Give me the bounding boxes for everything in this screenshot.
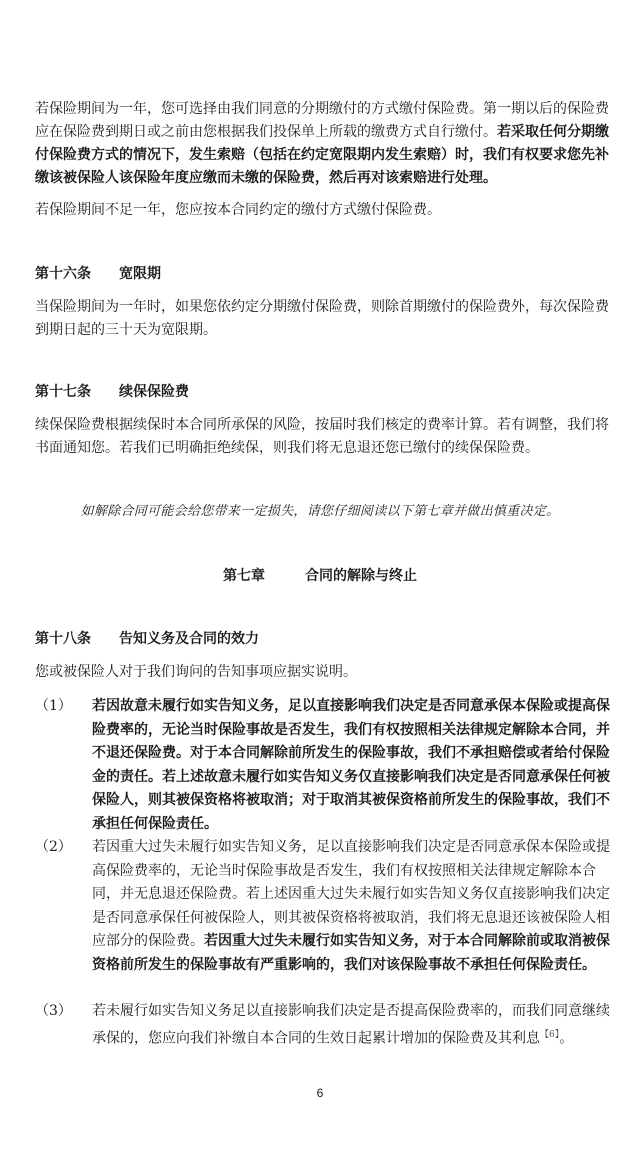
article-16-title: 宽限期 [119,266,161,282]
item-3-text-end: 。 [559,1030,574,1047]
article-18-number: 第十八条 [35,631,91,647]
item-3-text [92,1000,615,1051]
item-2-number: （2） [35,839,72,855]
item-1-text: 若因故意未履行如实告知义务，足以直接影响我们决定是否同意承保本保险或提高保险费率的，无论当时保险事故是否发生，我们有权按照相关法律规定解除本合同，并不退还保险费。对于本合同解除前所发生的保险事故，我们不承担赔偿或者给付保险金的责任。若上述故意未履行如实告知义务仅直接影响我们决定是否同意承保任何被保险人，则其被保资格将被取消；对于取消其被保资格前所发生的保险事故，我们不承担任何保险责任。 [92,698,610,832]
item-2-text-normal: 若因重大过失未履行如实告知义务，足以直接影响我们决定是否同意承保本保险或提高保险费率的，无论当时保险事故是否发生，我们有权按照相关法律规定解除本合同，并无息退还保险费。若上述因重大过失未履行如实告知义务仅直接影响我们决定是否同意承保任何被保险人，则其被保资格将被取消，我们将无息退还该被保险人相应部分的保险费。 [92,839,610,949]
chapter-7-title: 合同的解除与终止 [305,568,417,584]
article-16-number: 第十六条 [35,266,91,282]
item-2-text [92,836,615,977]
intro-paragraph-1 [35,98,615,190]
article-16-text: 当保险期间为一年时，如果您依约定分期缴付保险费，则除首期缴付的保险费外，每次保险费到期日起的三十天为宽限期。 [35,299,609,338]
intro-text-bold: 若采取任何分期缴付保险费方式的情况下，发生索赔（包括在约定宽限期内发生索赔）时，我们有权要求您先补缴该被保险人该保险年度应缴而未缴的保险费，然后再对该索赔进行处理。 [35,124,609,186]
chapter-7-number: 第七章 [223,568,265,584]
article-16-heading [35,264,161,284]
intro-paragraph-2: 若保险期间不足一年，您应按本合同约定的缴付方式缴付保险费。 [35,202,441,218]
item-3-number: （3） [35,1003,72,1019]
article-18-title: 告知义务及合同的效力 [119,631,259,647]
item-2-text-bold: 若因重大过失未履行如实告知义务，对于本合同解除前或取消被保资格前所发生的保险事故有严重影响的，我们对该保险事故不承担任何保险责任。 [92,933,610,973]
intro-text-normal: 若保险期间为一年，您可选择由我们同意的分期缴付的方式缴付保险费。第一期以后的保险费应在保险费到期日或之前由您根据我们投保单上所载的缴费方式自行缴付。 [35,101,609,140]
footnote-marker[interactable]: 【6】 [540,1029,560,1040]
termination-notice: 如解除合同可能会给您带来一定损失，请您仔细阅读以下第七章并做出慎重决定。 [80,504,560,519]
article-17-heading [35,382,189,402]
article-17-text: 续保保险费根据续保时本合同所承保的风险，按届时我们核定的费率计算。若有调整，我们将书面通知您。若我们已明确拒绝续保，则我们将无息退还您已缴付的续保保险费。 [35,417,609,456]
chapter-7-heading [0,566,640,586]
item-3-text-normal: 若未履行如实告知义务足以直接影响我们决定是否提高保险费率的，而我们同意继续承保的，您应向我们补缴自本合同的生效日起累计增加的保险费及其利息 [92,1003,610,1047]
item-1-number: （1） [35,698,72,714]
page-number: 6 [316,1086,324,1100]
article-18-heading [35,629,259,649]
article-17-number: 第十七条 [35,384,91,400]
article-17-title: 续保保险费 [119,384,189,400]
article-18-intro: 您或被保险人对于我们询问的告知事项应据实说明。 [35,664,357,680]
